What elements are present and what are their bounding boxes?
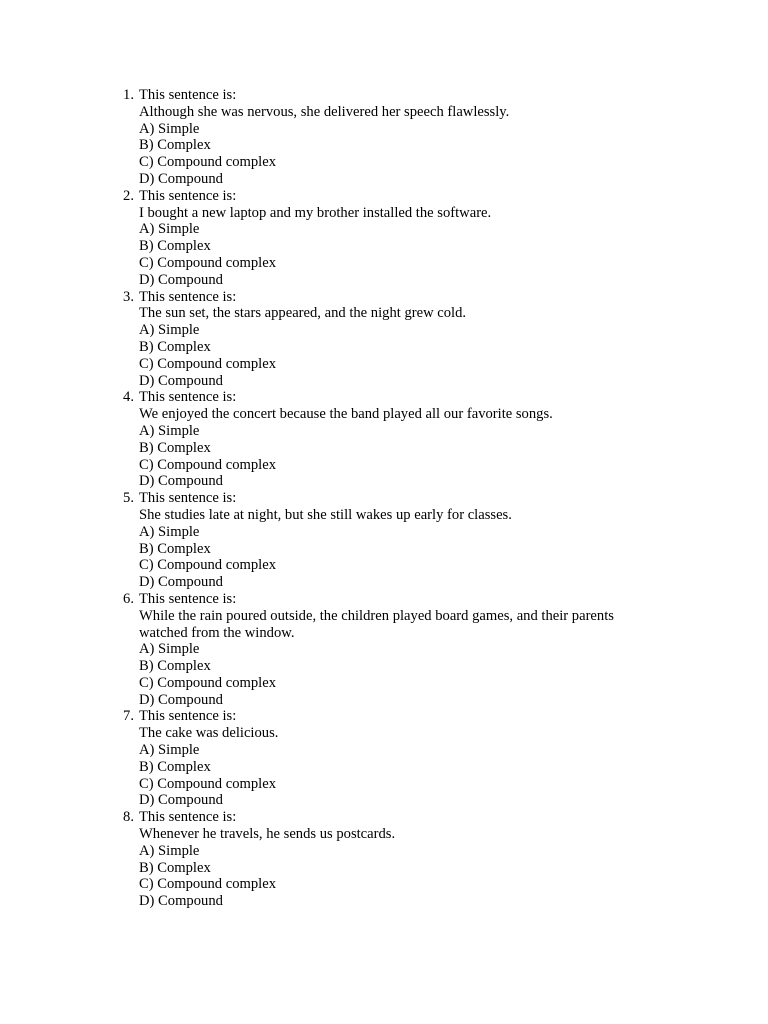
question-prompt: This sentence is: [139, 87, 237, 103]
option-d: D) Compound [139, 271, 223, 288]
option-c: C) Compound complex [139, 355, 277, 372]
option-b: B) Complex [139, 758, 211, 775]
question-sentence: I bought a new laptop and my brother installed the software. [139, 204, 492, 221]
question-number: 2. [123, 187, 134, 204]
question-number: 5. [123, 490, 134, 507]
option-c: C) Compound complex [139, 775, 277, 792]
question-item [112, 809, 652, 910]
option-d: D) Compound [139, 473, 223, 490]
question-item [112, 289, 652, 390]
option-b: B) Complex [139, 859, 211, 876]
option-c: C) Compound complex [139, 154, 277, 171]
option-c: C) Compound complex [139, 674, 277, 691]
option-d: D) Compound [139, 372, 223, 389]
question-sentence: We enjoyed the concert because the band played all our favorite songs. [139, 406, 553, 423]
question-number: 6. [123, 590, 134, 607]
question-prompt: This sentence is: [139, 187, 237, 204]
option-d: D) Compound [139, 691, 223, 708]
option-b: B) Complex [139, 338, 211, 355]
option-c: C) Compound complex [139, 254, 277, 271]
option-b: B) Complex [139, 238, 211, 255]
option-a: A) Simple [139, 221, 200, 238]
option-b: B) Complex [139, 540, 211, 557]
question-item [112, 591, 652, 709]
question-item [112, 188, 652, 289]
question-sentence: The sun set, the stars appeared, and the night grew cold. [139, 305, 467, 322]
option-a: A) Simple [139, 641, 200, 658]
option-a: A) Simple [139, 842, 200, 859]
option-a: A) Simple [139, 523, 200, 540]
question-item [112, 490, 652, 591]
question-number: 7. [123, 708, 134, 725]
question-sentence: She studies late at night, but she still wakes up early for classes. [139, 506, 512, 523]
option-a: A) Simple [139, 120, 200, 137]
question-sentence: Although she was nervous, she delivered her speech flawlessly. [139, 103, 510, 120]
option-a: A) Simple [139, 742, 200, 759]
question-prompt: This sentence is: [139, 490, 237, 507]
question-sentence: The cake was delicious. [139, 725, 279, 742]
question-prompt: This sentence is: [139, 708, 237, 725]
option-c: C) Compound complex [139, 876, 277, 893]
question-number: 1. [123, 87, 134, 103]
question-prompt: This sentence is: [139, 590, 237, 607]
question-list [112, 87, 652, 910]
question-number: 4. [123, 389, 134, 406]
option-d: D) Compound [139, 792, 223, 809]
option-b: B) Complex [139, 137, 211, 154]
option-a: A) Simple [139, 422, 200, 439]
question-sentence: While the rain poured outside, the children played board games, and their parents watched from the window. [139, 607, 614, 641]
option-b: B) Complex [139, 439, 211, 456]
option-d: D) Compound [139, 170, 223, 187]
option-c: C) Compound complex [139, 557, 277, 574]
question-prompt: This sentence is: [139, 389, 237, 406]
question-item [112, 389, 652, 490]
question-number: 8. [123, 809, 134, 826]
question-item [112, 708, 652, 809]
question-prompt: This sentence is: [139, 809, 237, 826]
option-d: D) Compound [139, 574, 223, 591]
question-item [112, 87, 652, 188]
option-a: A) Simple [139, 322, 200, 339]
question-number: 3. [123, 288, 134, 305]
option-d: D) Compound [139, 893, 223, 910]
option-c: C) Compound complex [139, 456, 277, 473]
question-sentence: Whenever he travels, he sends us postcards. [139, 826, 396, 843]
question-prompt: This sentence is: [139, 288, 237, 305]
option-b: B) Complex [139, 658, 211, 675]
